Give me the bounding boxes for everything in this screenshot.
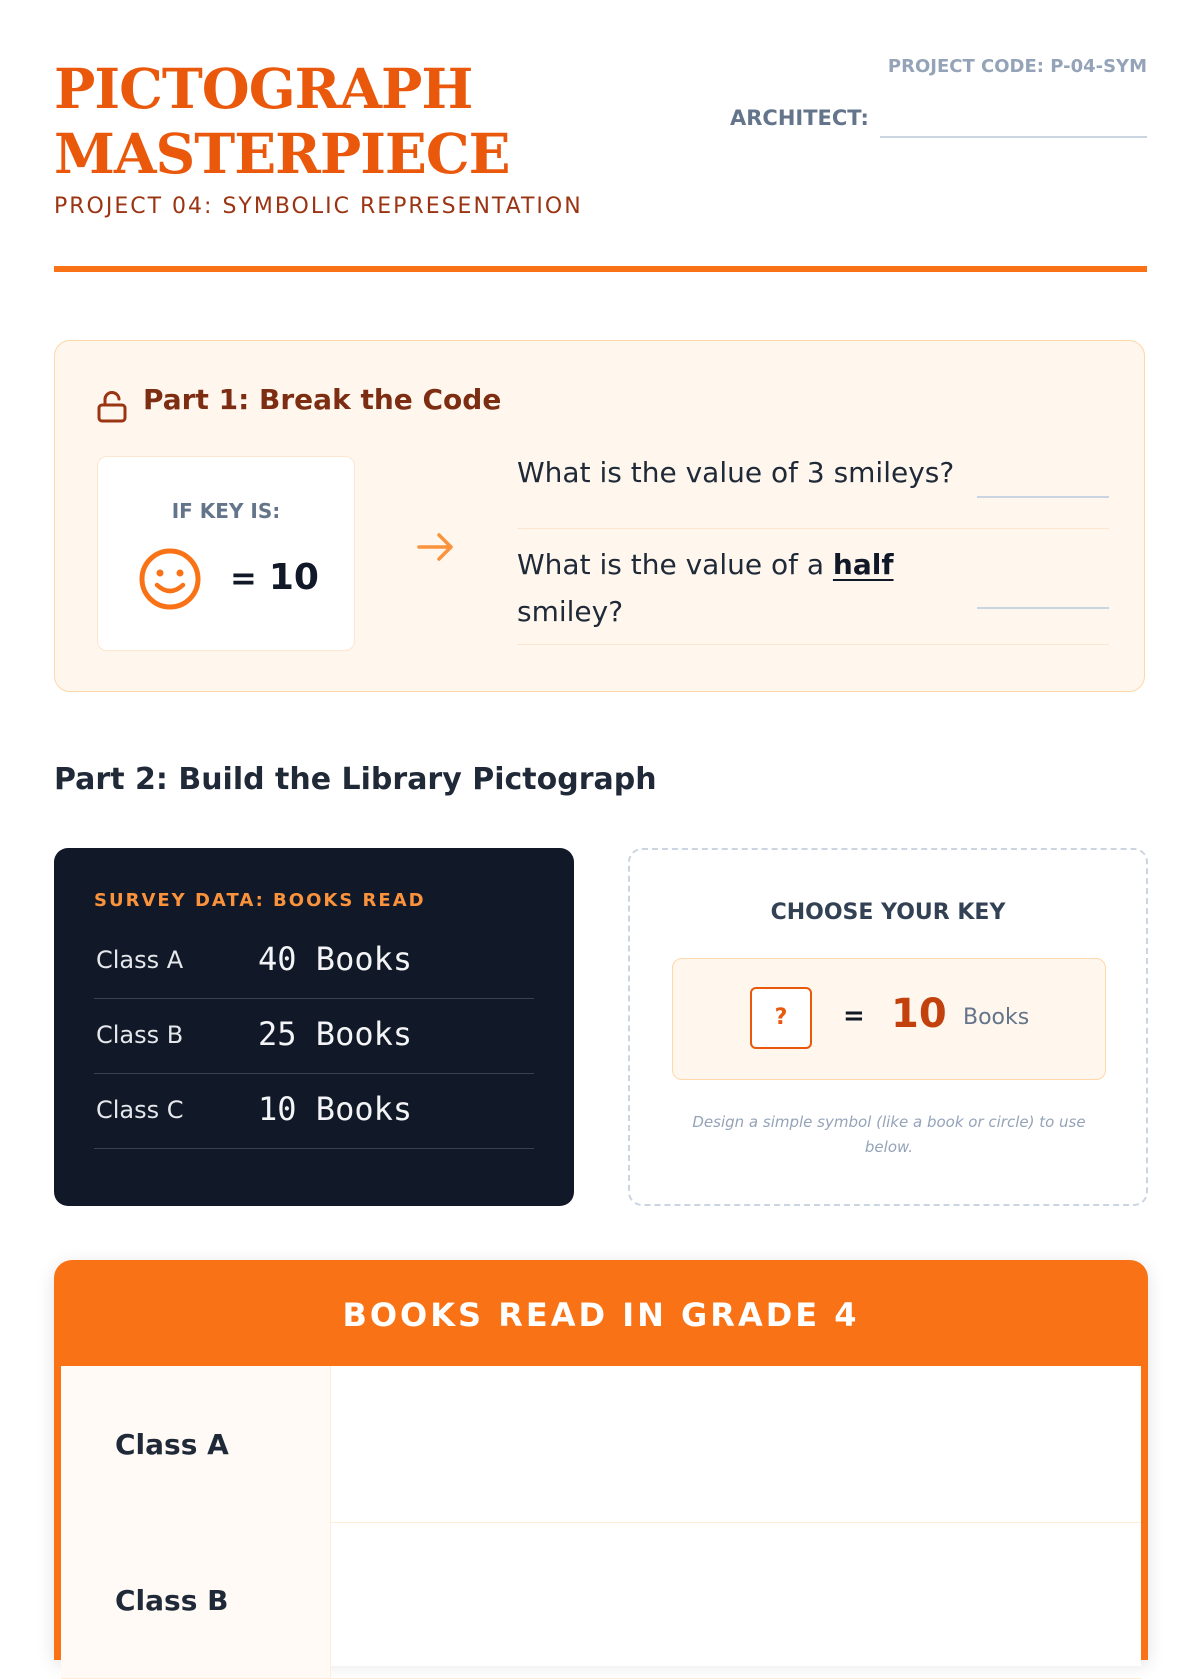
survey-card	[54, 848, 574, 1206]
choose-key-box	[672, 958, 1106, 1080]
pictograph-row-label: Class A	[115, 1428, 229, 1461]
pictograph-row	[61, 1522, 1141, 1679]
question-2-text	[517, 541, 897, 635]
pictograph-drawing-area[interactable]	[331, 1366, 1141, 1522]
survey-row	[94, 1074, 534, 1149]
pictograph-title: BOOKS READ IN GRADE 4	[342, 1296, 860, 1334]
survey-class: Class C	[96, 1096, 184, 1124]
header-divider	[54, 266, 1147, 272]
question-1-text: What is the value of 3 smileys?	[517, 456, 955, 489]
question-2-prefix: What is the value of a	[517, 548, 833, 581]
pictograph-table	[54, 1260, 1148, 1660]
part1-title	[97, 383, 501, 416]
arrow-right-icon	[415, 526, 457, 568]
choose-key-title: CHOOSE YOUR KEY	[770, 900, 1006, 925]
architect-input-line[interactable]	[880, 136, 1147, 138]
question-2-suffix: smiley?	[517, 595, 624, 628]
question-2-emphasis: half	[832, 548, 894, 581]
survey-row	[94, 999, 534, 1074]
survey-value: 25 Books	[258, 1015, 413, 1053]
question-2	[517, 541, 1109, 645]
pictograph-row	[61, 1366, 1141, 1523]
choose-key-unit: Books	[963, 1005, 1030, 1030]
pictograph-body	[61, 1366, 1141, 1666]
survey-class: Class A	[96, 946, 184, 974]
choose-key-note: Design a simple symbol (like a book or circle) to use below.	[692, 1113, 1086, 1156]
survey-title: SURVEY DATA: BOOKS READ	[94, 890, 426, 911]
key-card	[97, 456, 355, 651]
pictograph-row-label-cell	[61, 1522, 331, 1678]
choose-key-equals: =	[843, 1001, 865, 1031]
key-equals-sign: =	[230, 559, 257, 597]
page-subtitle: PROJECT 04: SYMBOLIC REPRESENTATION	[54, 194, 583, 219]
choose-key-panel	[628, 848, 1148, 1206]
pictograph-drawing-area[interactable]	[331, 1522, 1141, 1678]
survey-value: 10 Books	[258, 1090, 413, 1128]
survey-row	[94, 924, 534, 999]
survey-value: 40 Books	[258, 940, 413, 978]
question-1	[517, 456, 1109, 529]
answer-1-line[interactable]	[977, 496, 1109, 498]
pictograph-row-label-cell	[61, 1366, 331, 1522]
key-equation	[230, 557, 319, 598]
part1-title-text: Part 1: Break the Code	[143, 383, 502, 416]
architect-label: ARCHITECT:	[730, 106, 869, 130]
page-title: PICTOGRAPH MASTERPIECE	[54, 56, 510, 186]
key-value: 10	[268, 557, 319, 598]
part1-panel	[54, 340, 1145, 692]
key-label: IF KEY IS:	[171, 499, 281, 523]
symbol-drawing-box[interactable]: ?	[750, 987, 812, 1049]
part2-title: Part 2: Build the Library Pictograph	[54, 762, 657, 797]
answer-2-line[interactable]	[977, 607, 1109, 609]
survey-class: Class B	[96, 1021, 184, 1049]
project-code: PROJECT CODE: P-04-SYM	[887, 56, 1147, 77]
pictograph-row-label: Class B	[115, 1584, 229, 1617]
smiley-icon	[138, 547, 202, 611]
choose-key-value: 10	[891, 991, 947, 1037]
